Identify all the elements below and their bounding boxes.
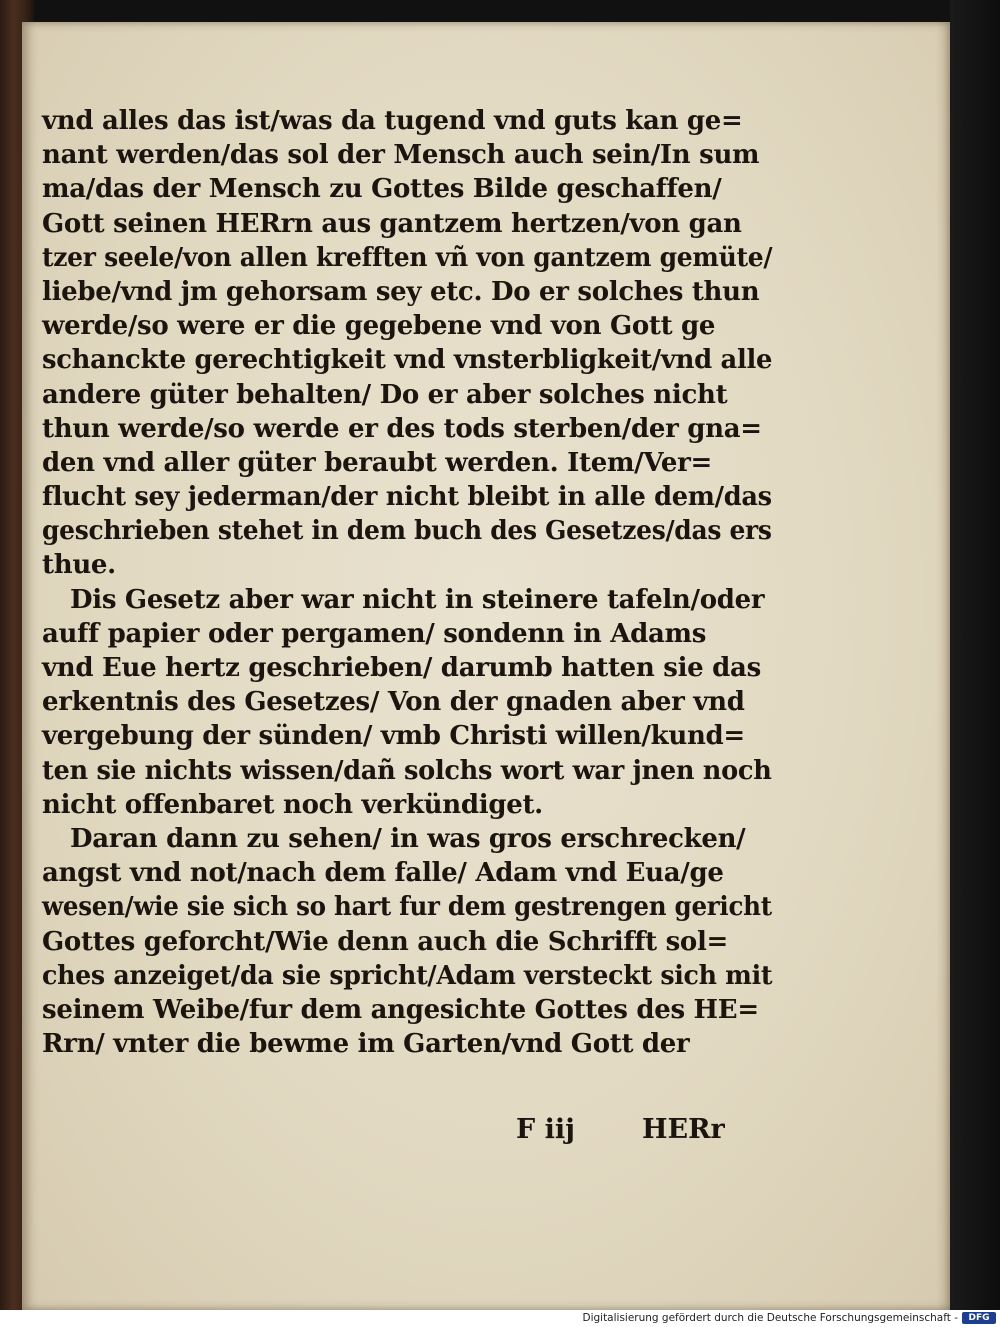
text-line: ches anzeiget/da sie spricht/Adam versteckt sich mit: [42, 960, 773, 991]
text-line: nicht offenbaret noch verkündiget.: [42, 789, 543, 820]
background-right: [950, 0, 1000, 1310]
text-line: flucht sey jederman/der nicht bleibt in alle dem/das: [42, 482, 772, 513]
text-line: vnd Eue hertz geschrieben/ darumb hatten sie das: [42, 653, 761, 683]
text-line: ma/das der Mensch zu Gottes Bilde geschaffen/: [42, 174, 722, 205]
text-line: liebe/vnd jm gehorsam sey etc. Do er solches thun: [42, 276, 760, 307]
text-line: geschrieben stehet in dem buch des Gesetzes/das ers: [42, 516, 772, 547]
signature-mark: F iij: [516, 1114, 575, 1145]
text-line: Rrn/ vnter die bewme im Garten/vnd Gott der: [42, 1029, 690, 1060]
page-footer-line: [42, 1114, 772, 1154]
text-line: wesen/wie sie sich so hart fur dem gestrengen gericht: [42, 892, 772, 923]
funding-credit: Digitalisierung gefördert durch die Deutsche Forschungsgemeinschaft -: [582, 1312, 958, 1324]
text-line: Gott seinen HERrn aus gantzem hertzen/von gan: [42, 208, 742, 239]
text-line: angst vnd not/nach dem falle/ Adam vnd Eua/ge: [42, 858, 724, 889]
text-line: tzer seele/von allen krefften vñ von gantzem gemüte/: [42, 242, 773, 273]
digitization-footer: [0, 1310, 1000, 1327]
text-line: erkentnis des Gesetzes/ Von der gnaden aber vnd: [42, 687, 745, 718]
page-text-block: [42, 104, 772, 1061]
text-line: thun werde/so werde er des tods sterben/der gna=: [42, 413, 762, 444]
text-line: seinem Weibe/fur dem angesichte Gottes des HE=: [42, 994, 759, 1025]
text-line: Gottes geforcht/Wie denn auch die Schrifft sol=: [42, 926, 729, 957]
text-line: werde/so were er die gegebene vnd von Gott ge: [42, 311, 716, 342]
text-line: nant werden/das sol der Mensch auch sein/In sum: [42, 140, 760, 171]
text-line: Daran dann zu sehen/ in was gros erschrecken/: [70, 823, 746, 854]
catchword: HERr: [642, 1114, 725, 1145]
text-line: vergebung der sünden/ vmb Christi willen/kund=: [42, 721, 745, 752]
text-line: schanckte gerechtigkeit vnd vnsterbligkeit/vnd alle: [42, 345, 773, 376]
text-line: vnd alles das ist/was da tugend vnd guts kan ge=: [42, 106, 743, 136]
dfg-logo: DFG: [962, 1312, 996, 1324]
text-line: ten sie nichts wissen/dañ solchs wort war jnen noch: [42, 755, 772, 786]
book-page: [22, 22, 950, 1310]
text-line: den vnd aller güter beraubt werden. Item/Ver=: [42, 447, 712, 478]
page-edge: [936, 22, 950, 1310]
text-line: auff papier oder pergamen/ sondenn in Adams: [42, 618, 707, 649]
text-line: thue.: [42, 550, 116, 581]
text-line: Dis Gesetz aber war nicht in steinere tafeln/oder: [70, 584, 765, 615]
text-line: andere güter behalten/ Do er aber solches nicht: [42, 379, 728, 410]
